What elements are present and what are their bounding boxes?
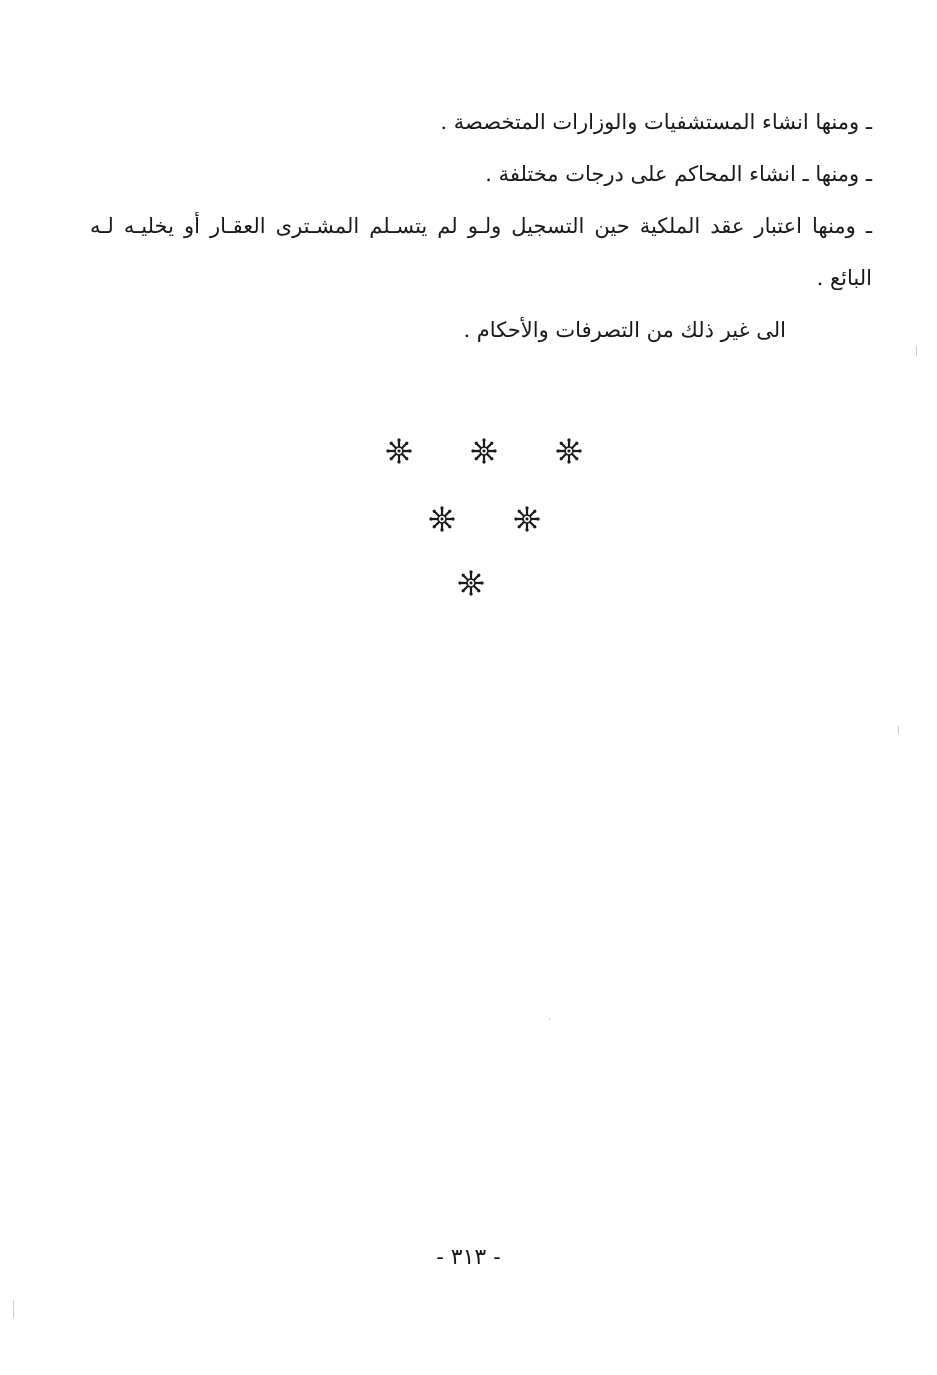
asterisk-ornament-shape (471, 438, 497, 464)
asterisk-ornament-shape (514, 506, 540, 532)
ornament-row-2 (0, 506, 937, 546)
asterisk-ornament-icon (514, 506, 540, 532)
page-number: - ٣١٣ - (436, 1245, 501, 1270)
body-text (90, 96, 872, 356)
scan-speck (916, 346, 917, 356)
paragraph-closing: الى غير ذلك من التصرفات والأحكام . (463, 318, 786, 342)
ornament-row-1 (0, 438, 937, 478)
asterisk-ornament-shape (458, 570, 484, 596)
paragraph-hospitals: ـ ومنها انشاء المستشفيات والوزارات المتخصصة . (440, 110, 872, 134)
scan-speck (549, 1018, 550, 1020)
scan-speck (13, 1300, 14, 1318)
paragraph-ownership-contract: ـ ومنها اعتبار عقد الملكية حين التسجيل ولـو لم يتسـلم المشـترى العقـار أو يخليـه لـه البائع . (90, 214, 872, 290)
asterisk-ornament-icon (386, 438, 412, 464)
asterisk-ornament-icon (471, 438, 497, 464)
asterisk-ornament-shape (429, 506, 455, 532)
asterisk-ornament-icon (429, 506, 455, 532)
ornament-row-3 (0, 570, 937, 610)
asterisk-ornament-shape (386, 438, 412, 464)
asterisk-ornament-icon (458, 570, 484, 596)
asterisk-ornament-icon (556, 438, 582, 464)
scan-speck (898, 726, 899, 734)
asterisk-ornament-shape (556, 438, 582, 464)
paragraph-courts: ـ ومنها ـ انشاء المحاكم على درجات مختلفة . (485, 162, 872, 186)
